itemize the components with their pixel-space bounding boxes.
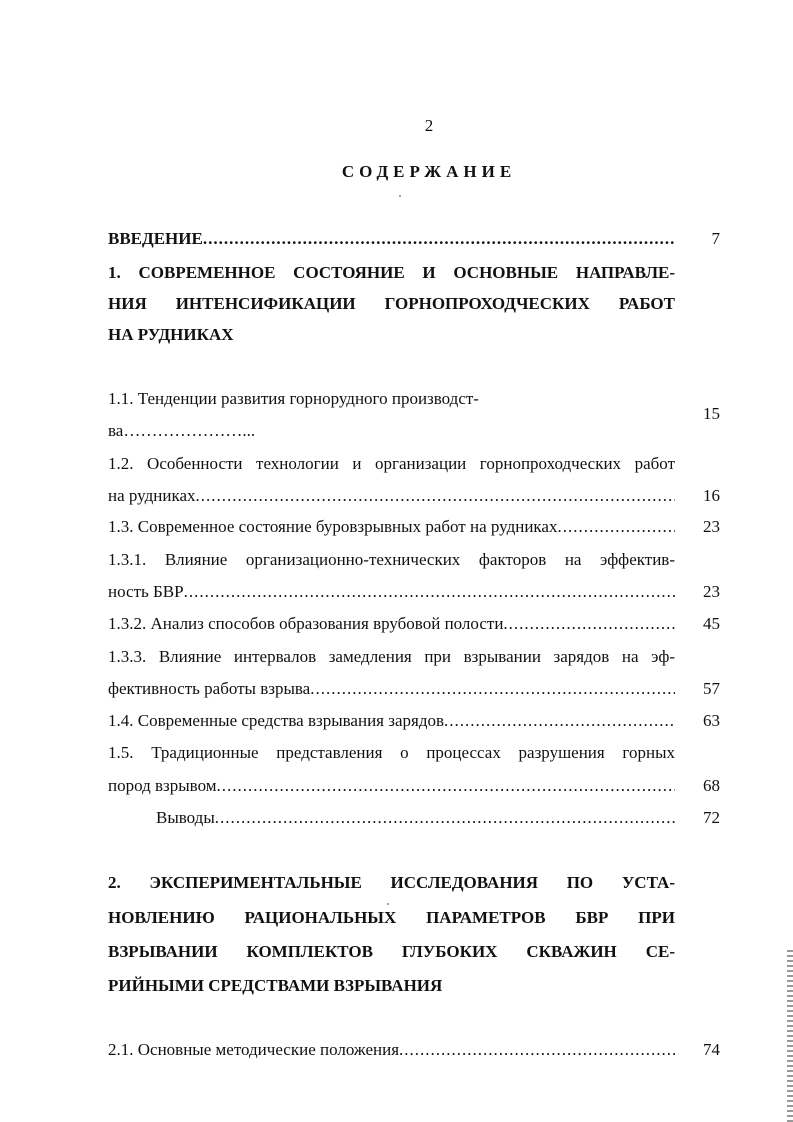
leader-dots [196,485,676,507]
leader-dots [184,581,675,603]
toc-entry-label: пород взрывом [108,776,217,795]
toc-title: СОДЕРЖАНИЕ [341,162,517,181]
toc-entry-1-1-line-2 [108,420,675,442]
toc-entry-label: фективность работы взрыва [108,679,311,698]
chapter-1-heading-line-1: 1. СОВРЕМЕННОЕ СОСТОЯНИЕ И ОСНОВНЫЕ НАПРАВЛЕ- [108,263,675,282]
leader-dots: …………………... [123,421,256,440]
toc-entry-1-2-line-2 [108,485,675,507]
chapter-1-heading-line-2: НИЯ ИНТЕНСИФИКАЦИИ ГОРНОПРОХОДЧЕСКИХ РАБОТ [108,294,675,313]
toc-entry-1-5-line-2 [108,775,675,797]
toc-entry-1-3-3-line-2 [108,678,675,700]
toc-entry-label: ность БВР [108,582,184,601]
scan-edge-mark [787,950,793,1122]
toc-page-number: 68 [703,776,720,795]
toc-entry-1-2-line-1: 1.2. Особенности технологии и организации горнопроходческих работ [108,454,675,473]
toc-page-number: 15 [703,404,720,423]
toc-page-number: 7 [711,229,720,248]
leader-dots [557,516,675,538]
toc-entry-label: 1.3.2. Анализ способов образования врубовой полости [108,614,504,633]
chapter-2-heading-line-4: РИЙНЫМИ СРЕДСТВАМИ ВЗРЫВАНИЯ [108,976,443,995]
toc-entry-1-3 [108,516,675,538]
toc-entry-1-3-1-line-2 [108,581,675,603]
toc-entry-intro [108,228,675,250]
leader-dots [399,1039,675,1061]
scan-speck [399,195,401,197]
toc-entry-1-5-line-1: 1.5. Традиционные представления о процессах разрушения горных [108,743,675,762]
toc-page-number: 63 [703,711,720,730]
toc-entry-label: на рудниках [108,486,196,505]
toc-page-number: 23 [703,582,720,601]
page-number: 2 [424,116,434,135]
toc-entry-label: Выводы [156,808,215,827]
chapter-2-heading-line-3: ВЗРЫВАНИИ КОМПЛЕКТОВ ГЛУБОКИХ СКВАЖИН СЕ- [108,942,675,961]
toc-entry-1-3-3-line-1: 1.3.3. Влияние интервалов замедления при взрывании зарядов на эф- [108,647,675,666]
toc-entry-label: ва [108,421,124,440]
toc-page-number: 57 [703,679,720,698]
toc-entry-label: 2.1. Основные методические положения [108,1040,400,1059]
toc-entry-1-3-1-line-1: 1.3.1. Влияние организационно-технических факторов на эффектив- [108,550,675,569]
toc-entry-1-1-line-1: 1.1. Тенденции развития горнорудного производст- [108,389,479,408]
toc-page-number: 16 [703,486,720,505]
toc-entry-conclusions [156,807,675,829]
toc-entry-label: ВВЕДЕНИЕ [108,229,203,248]
toc-entry-label: 1.4. Современные средства взрывания зарядов [108,711,444,730]
toc-page-number: 72 [703,808,720,827]
toc-entry-2-1 [108,1039,675,1061]
scan-speck [387,903,389,905]
chapter-2-heading-line-2: НОВЛЕНИЮ РАЦИОНАЛЬНЫХ ПАРАМЕТРОВ БВР ПРИ [108,908,675,927]
leader-dots [444,710,675,732]
toc-page-number: 74 [703,1040,720,1059]
toc-page-number: 45 [703,614,720,633]
leader-dots [310,678,675,700]
toc-entry-1-3-2 [108,613,675,635]
toc-entry-1-4 [108,710,675,732]
leader-dots [203,228,675,250]
toc-entry-label: 1.3. Современное состояние буровзрывных работ на рудниках [108,517,558,536]
leader-dots [215,807,675,829]
chapter-2-heading-line-1: 2. ЭКСПЕРИМЕНТАЛЬНЫЕ ИССЛЕДОВАНИЯ ПО УСТА- [108,873,675,892]
leader-dots [503,613,675,635]
chapter-1-heading-line-3: НА РУДНИКАХ [108,325,234,344]
toc-page-number: 23 [703,517,720,536]
leader-dots [217,775,675,797]
